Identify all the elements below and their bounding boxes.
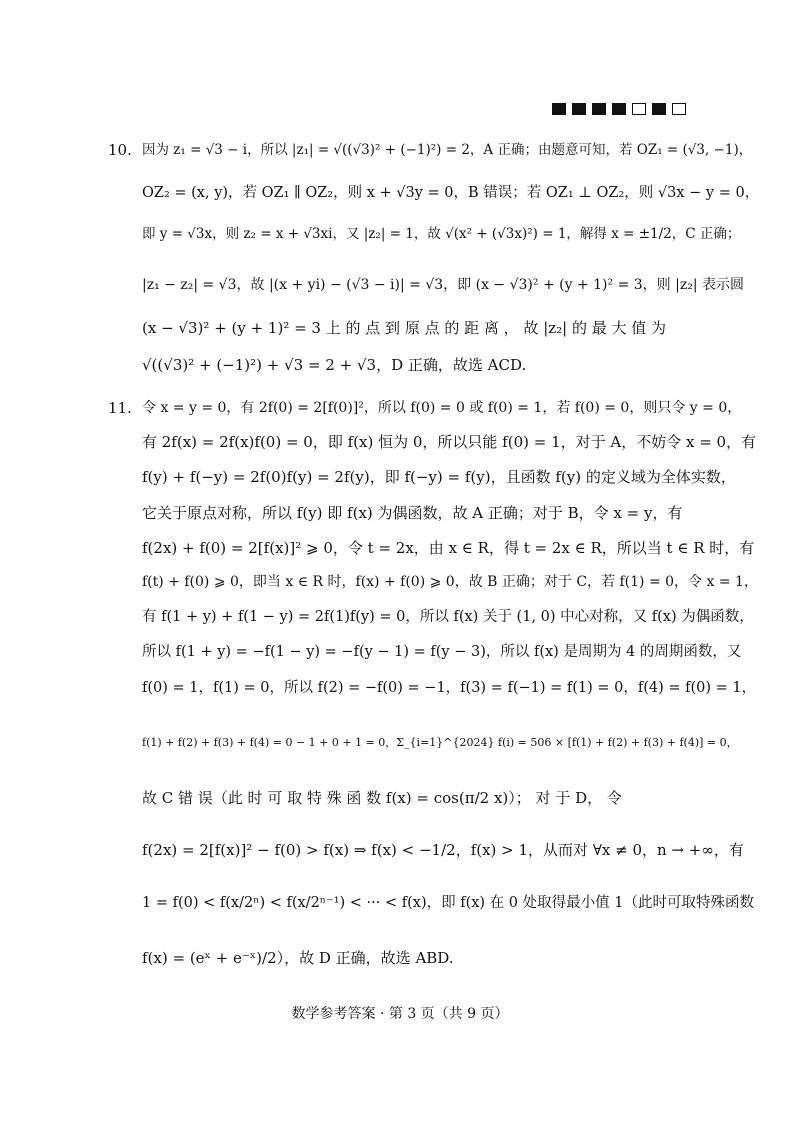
q11-line-8: 所以 f(1 + y) = −f(1 − y) = −f(y − 1) = f(y − 3)，所以 f(x) 是周期为 4 的周期函数，又 — [142, 644, 742, 660]
q11-line-4: 它关于原点对称，所以 f(y) 即 f(x) 为偶函数，故 A 正确；对于 B，令 x = y，有 — [142, 504, 683, 522]
header-mark-box — [672, 103, 686, 115]
q11-line-9: f(0) = 1，f(1) = 0，所以 f(2) = −f(0) = −1，f(3) = f(−1) = f(1) = 0，f(4) = f(0) = 1， — [142, 680, 757, 696]
header-mark-block — [572, 103, 586, 115]
q11-line-10: f(1) + f(2) + f(3) + f(4) = 0 − 1 + 0 + 1 = 0，Σ_{i=1}^{2024} f(i) = 506 × [f(1) + f(2) + f(3) + f(4)] = 0， — [142, 736, 738, 749]
header-mark-block — [652, 103, 666, 115]
header-mark-box — [632, 103, 646, 115]
q10-line-4: |z₁ − z₂| = √3，故 |(x + yi) − (√3 − i)| = √3，即 (x − √3)² + (y + 1)² = 3，则 |z₂| 表示圆 — [142, 277, 744, 293]
q11-line-2: 有 2f(x) = 2f(x)f(0) = 0，即 f(x) 恒为 0，所以只能 f(0) = 1，对于 A，不妨令 x = 0，有 — [142, 433, 757, 451]
header-mark-block — [552, 103, 566, 115]
question-11-number: 11. — [108, 399, 132, 417]
q11-line-13: 1 = f(0) < f(x/2ⁿ) < f(x/2ⁿ⁻¹) < ··· < f(x)，即 f(x) 在 0 处取得最小值 1（此时可取特殊函数 — [142, 895, 754, 911]
q11-line-12: f(2x) = 2[f(x)]² − f(0) > f(x) ⇒ f(x) < −1/2，f(x) > 1，从而对 ∀x ≠ 0，n → +∞，有 — [142, 841, 744, 859]
header-mark-block — [612, 103, 626, 115]
header-mark-block — [592, 103, 606, 115]
q11-line-6: f(t) + f(0) ⩾ 0，即当 x ∈ R 时，f(x) + f(0) ⩾ 0，故 B 正确；对于 C，若 f(1) = 0，令 x = 1， — [142, 574, 758, 590]
q11-line-11: 故 C 错 误（此 时 可 取 特 殊 函 数 f(x) = cos(π/2 x)）； 对 于 D， 令 — [142, 789, 622, 807]
q10-line-6: √((√3)² + (−1)²) + √3 = 2 + √3，D 正确，故选 ACD. — [142, 356, 527, 374]
q11-line-14: f(x) = (eˣ + e⁻ˣ)/2），故 D 正确，故选 ABD. — [142, 949, 454, 967]
q10-line-5: (x − √3)² + (y + 1)² = 3 上 的 点 到 原 点 的 距 离 ， 故 |z₂| 的 最 大 值 为 — [142, 319, 667, 337]
q11-line-7: 有 f(1 + y) + f(1 − y) = 2f(1)f(y) = 0，所以 f(x) 关于 (1, 0) 中心对称，又 f(x) 为偶函数， — [142, 609, 754, 625]
q10-line-2: OZ₂ = (x, y)，若 OZ₁ ∥ OZ₂，则 x + √3y = 0，B 错误；若 OZ₁ ⊥ OZ₂，则 √3x − y = 0， — [142, 185, 760, 201]
q11-line-1: 令 x = y = 0，有 2f(0) = 2[f(0)]²，所以 f(0) = 0 或 f(0) = 1，若 f(0) = 0，则只令 y = 0， — [142, 400, 742, 416]
q11-line-5: f(2x) + f(0) = 2[f(x)]² ⩾ 0，令 t = 2x，由 x ∈ R，得 t = 2x ∈ R，所以当 t ∈ R 时，有 — [142, 539, 755, 557]
q11-line-3: f(y) + f(−y) = 2f(0)f(y) = 2f(y)，即 f(−y) = f(y)，且函数 f(y) 的定义域为全体实数， — [142, 468, 736, 486]
page-footer: 数学参考答案 · 第 3 页（共 9 页） — [291, 1006, 509, 1022]
question-10-number: 10. — [108, 141, 132, 159]
header-marks — [552, 103, 686, 115]
q10-line-3: 即 y = √3x，则 z₂ = x + √3xi，又 |z₂| = 1，故 √(x² + (√3x)²) = 1，解得 x = ±1/2，C 正确； — [142, 226, 741, 242]
q10-line-1: 因为 z₁ = √3 − i，所以 |z₁| = √((√3)² + (−1)²) = 2，A 正确；由题意可知，若 OZ₁ = (√3, −1)， — [142, 142, 753, 158]
